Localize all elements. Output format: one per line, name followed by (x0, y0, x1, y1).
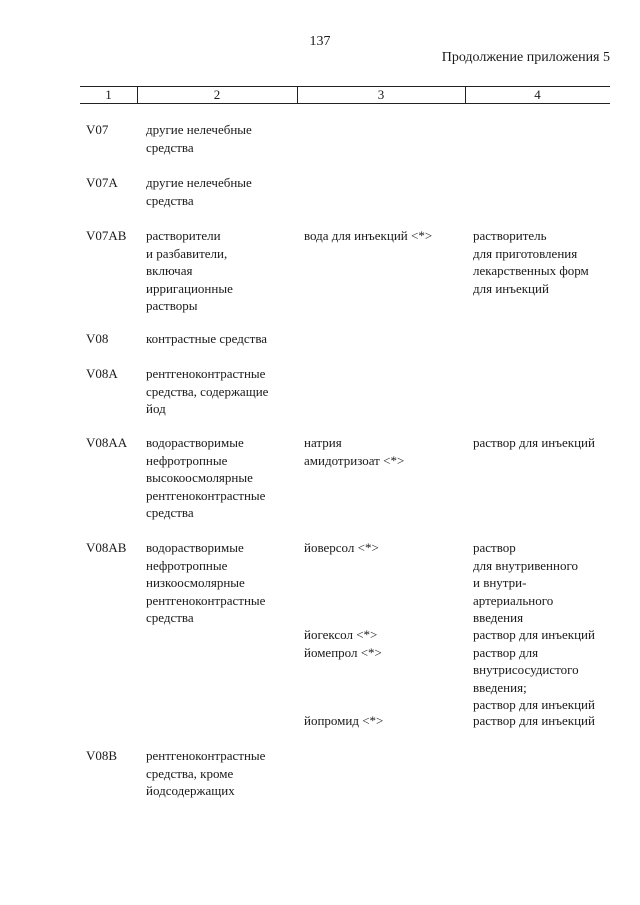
dosage-form-line: артериального (473, 592, 554, 608)
substance-line: амидотризоат <*> (304, 452, 405, 468)
atc-code: V08 (86, 331, 109, 346)
substance-cell (304, 539, 469, 557)
substance-cell (304, 434, 469, 469)
atc-code: V07AB (86, 228, 127, 243)
group-name-line: другие нелечебные (146, 122, 252, 137)
atc-code: V08B (86, 748, 118, 763)
dosage-form-line: внутрисосудистого (473, 662, 579, 677)
dosage-form-line: для приготовления (473, 245, 578, 261)
column-header-4: 4 (534, 87, 541, 102)
group-name-line: контрастные средства (146, 331, 268, 346)
atc-code: V08A (86, 366, 118, 381)
dosage-form-line: раствор для (473, 644, 539, 660)
group-cell (146, 121, 306, 156)
group-name-line: средства (146, 139, 194, 155)
atc-code: V07 (86, 122, 109, 137)
group-cell (146, 227, 306, 315)
group-name-line: средства (146, 192, 194, 208)
page-number: 137 (309, 34, 331, 49)
group-name-line: ирригационные (146, 280, 233, 296)
substance-line: йогексол <*> (304, 627, 378, 642)
substance-cell (304, 626, 469, 661)
dosage-form-line: раствор (473, 540, 516, 555)
group-cell (146, 747, 306, 800)
group-name-line: рентгеноконтрастные (146, 366, 266, 381)
group-name-line: низкоосмолярные (146, 575, 245, 590)
dosage-form-line: лекарственных форм (473, 263, 589, 278)
atc-code: V08AB (86, 540, 127, 555)
form-cell (473, 712, 618, 730)
form-cell (473, 626, 618, 714)
group-cell (146, 434, 306, 522)
atc-code: V08AA (86, 435, 128, 450)
substance-line: вода для инъекций <*> (304, 228, 433, 243)
group-name-line: водорастворимые (146, 540, 244, 555)
substance-line: йоверсол <*> (304, 540, 379, 555)
group-cell (146, 539, 306, 627)
group-name-line: средства (146, 610, 194, 625)
group-name-line: средства, содержащие (146, 383, 269, 399)
form-cell (473, 539, 618, 627)
form-cell (473, 434, 618, 452)
group-name-line: растворители (146, 228, 221, 243)
group-name-line: включая (146, 263, 193, 278)
table-header (80, 86, 610, 104)
dosage-form-line: введения (473, 610, 524, 625)
continuation-label: Продолжение приложения 5 (441, 50, 610, 65)
dosage-form-line: раствор для инъекций (473, 435, 595, 450)
group-name-line: нефротропные (146, 452, 228, 468)
group-name-line: рентгеноконтрастные (146, 592, 266, 608)
dosage-form-line: и внутри- (473, 575, 527, 590)
group-name-line: высокоосмолярные (146, 470, 253, 485)
dosage-form-line: для внутривенного (473, 557, 578, 573)
column-header-3: 3 (377, 87, 385, 102)
dosage-form-line: раствор для инъекций (473, 713, 595, 728)
group-name-line: рентгеноконтрастные (146, 748, 266, 763)
substance-cell (304, 227, 469, 245)
dosage-form-line: для инъекций (473, 280, 549, 296)
group-name-line: йод (146, 401, 166, 416)
dosage-form-line: введения; (473, 679, 527, 695)
group-name-line: средства (146, 505, 194, 520)
substance-cell (304, 712, 469, 730)
group-name-line: рентгеноконтрастные (146, 487, 266, 503)
group-name-line: нефротропные (146, 557, 228, 573)
substance-line: натрия (304, 435, 342, 450)
group-name-line: другие нелечебные (146, 175, 252, 190)
atc-code: V07A (86, 175, 118, 190)
group-cell (146, 365, 306, 418)
group-cell (146, 330, 306, 348)
substance-line: йопромид <*> (304, 713, 384, 728)
group-name-line: растворы (146, 298, 198, 313)
group-cell (146, 174, 306, 209)
group-name-line: водорастворимые (146, 435, 244, 450)
dosage-form-line: раствор для инъекций (473, 627, 595, 642)
dosage-form-line: растворитель (473, 228, 547, 243)
dosage-form-line: раствор для инъекций (473, 697, 595, 712)
substance-line: йомепрол <*> (304, 644, 382, 660)
column-header-2: 2 (213, 87, 221, 102)
group-name-line: средства, кроме (146, 765, 234, 781)
column-header-1: 1 (105, 87, 112, 102)
group-name-line: йодсодержащих (146, 783, 235, 798)
group-name-line: и разбавители, (146, 245, 228, 261)
form-cell (473, 227, 618, 297)
